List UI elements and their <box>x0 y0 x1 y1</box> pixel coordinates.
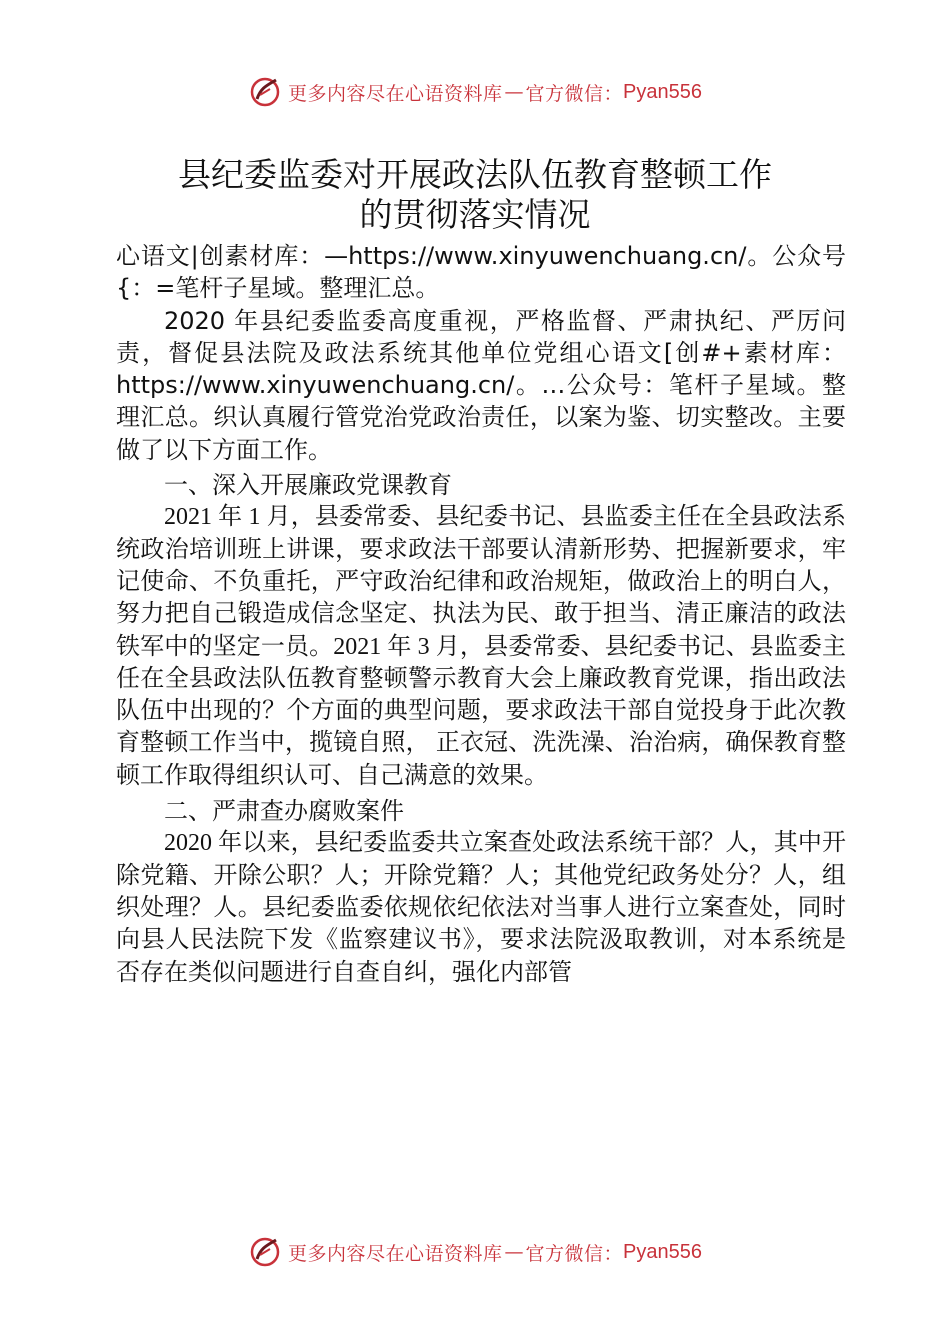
header-watermark-banner <box>0 72 950 112</box>
section-heading-2: 二、严肃查办腐败案件 <box>164 797 404 826</box>
banner-separator: — <box>504 1241 524 1263</box>
document-body <box>116 240 846 989</box>
footer-watermark-banner <box>0 1232 950 1272</box>
banner-separator: — <box>504 81 524 103</box>
section-2-paragraph: 2020 年以来，县纪委监委共立案查处政法系统干部？人，其中开除党籍、开除公职？人；开除党籍？人；其他党纪政务处分？人，组织处理？人。县纪委监委依规依纪依法对当事人进行立案查处，同时向县人民法院下发《监察建议书》，要求法院汲取教训，对本系统是否存在类似问题进行自查自纠，强化内部管 <box>116 830 846 986</box>
intro-paragraph: 2020 年县纪委监委高度重视，严格监督、严肃执纪、严厉问责，督促县法院及政法系统其他单位党组心语文[创#+素材库：https://www.xinyuwenchuang.cn/。…公众号：笔杆子星域。整理汇总。织认真履行管党治党政治责任，以案为鉴、切实整改。主要做了以下方面工作。 <box>116 306 846 464</box>
source-paragraph: 心语文|创素材库：—https://www.xinyuwenchuang.cn/。公众号{：=笔杆子星域。整理汇总。 <box>116 242 846 303</box>
section-1-paragraph: 2021 年 1 月，县委常委、县纪委书记、县监委主任在全县政法系统政治培训班上讲课，要求政法干部要认清新形势、把握新要求，牢记使命、不负重托，严守政治纪律和政治规矩，做政治上的明白人，努力把自己锻造成信念坚定、执法为民、敢于担当、清正廉洁的政法铁军中的坚定一员。2021 年 3 月，县委常委、县纪委书记、县监委主任在全县政法队伍教育整顿警示教育大会上廉政教育党课，指出政法队伍中出现的？个方面的典型问题，要求政法干部自觉投身于此次教育整顿工作当中，揽镜自照， 正衣冠、洗洗澡、治治病，确保教育整顿工作取得组织认可、自己满意的效果。 <box>116 504 846 789</box>
banner-wechat-id: Pyan556 <box>623 80 702 103</box>
banner-wechat-id: Pyan556 <box>623 1240 702 1263</box>
title-line-1: 县纪委监委对开展政法队伍教育整顿工作 <box>178 155 772 194</box>
title-line-2: 的贯彻落实情况 <box>359 195 591 234</box>
banner-text: 更多内容尽在心语资料库 <box>288 82 503 105</box>
banner-wechat-label: 官方微信： <box>525 82 624 105</box>
banner-text: 更多内容尽在心语资料库 <box>288 1242 503 1265</box>
brand-logo-icon <box>248 1235 282 1269</box>
brand-logo-icon <box>248 75 282 109</box>
section-heading-1: 一、深入开展廉政党课教育 <box>164 471 452 500</box>
document-title <box>0 155 950 235</box>
banner-wechat-label: 官方微信： <box>525 1242 624 1265</box>
